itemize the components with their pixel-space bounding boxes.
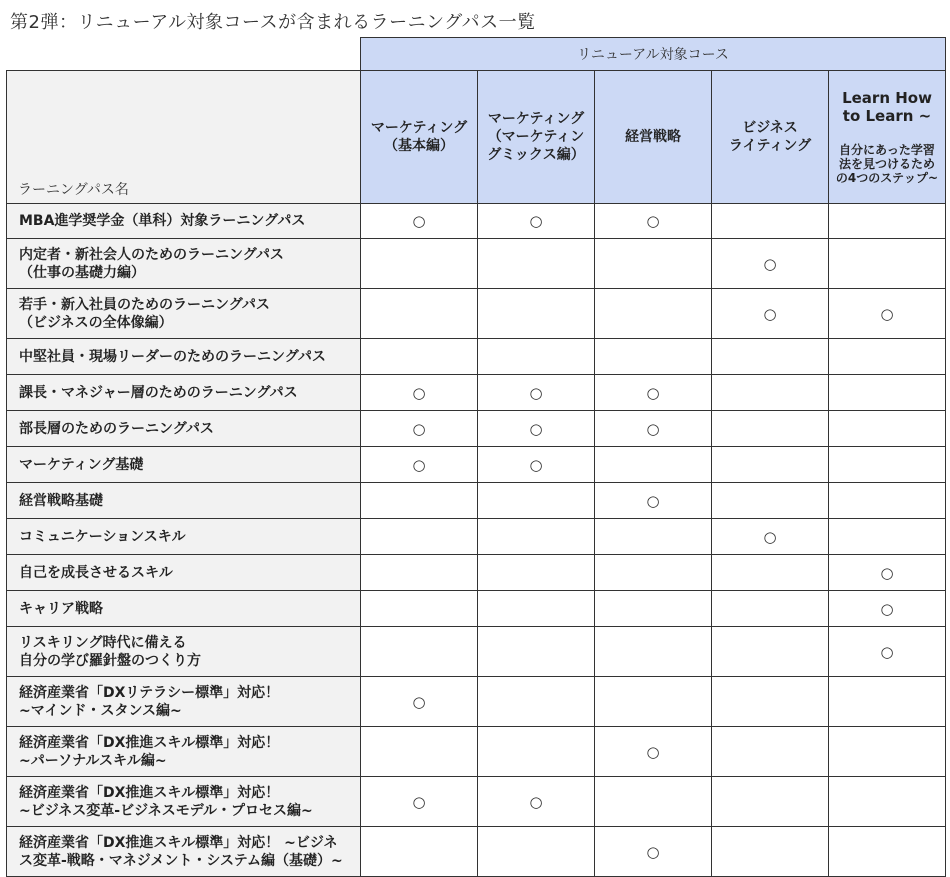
learning-path-name: 経済産業省「DX推進スキル標準」対応！ ~ビジネ ス変革-戦略・マネジメント・システム編（基礎）~ (7, 827, 361, 877)
empty-cell (478, 727, 595, 777)
column-header-business-writing: ビジネス ライティング (712, 71, 829, 204)
empty-cell (829, 483, 946, 519)
empty-cell (478, 555, 595, 591)
empty-cell (712, 777, 829, 827)
table-row (7, 411, 946, 447)
learn-how-main: Learn How to Learn ~ (842, 89, 932, 125)
column-header-marketing-mix: マーケティング （マーケティン グミックス編） (478, 71, 595, 204)
empty-cell (829, 447, 946, 483)
target-mark: ○ (478, 204, 595, 239)
target-mark: ○ (595, 483, 712, 519)
target-mark: ○ (712, 289, 829, 339)
empty-cell (361, 627, 478, 677)
empty-cell (712, 827, 829, 877)
empty-cell (595, 677, 712, 727)
empty-cell (712, 627, 829, 677)
empty-cell (478, 827, 595, 877)
empty-cell (478, 627, 595, 677)
column-header-learn-how-to-learn (829, 71, 946, 204)
learning-path-name: MBA進学奨学金（単科）対象ラーニングパス (7, 204, 361, 239)
empty-cell (712, 375, 829, 411)
empty-cell (478, 677, 595, 727)
empty-cell (829, 339, 946, 375)
empty-cell (478, 289, 595, 339)
empty-cell (712, 591, 829, 627)
empty-cell (361, 339, 478, 375)
learning-path-name: 経済産業省「DX推進スキル標準」対応！ ~ビジネス変革-ビジネスモデル・プロセス編~ (7, 777, 361, 827)
learning-path-name: 課長・マネジャー層のためのラーニングパス (7, 375, 361, 411)
empty-cell (361, 519, 478, 555)
target-mark: ○ (361, 777, 478, 827)
empty-cell (361, 289, 478, 339)
target-mark: ○ (478, 447, 595, 483)
empty-cell (361, 827, 478, 877)
table-row (7, 591, 946, 627)
empty-cell (595, 339, 712, 375)
table-row (7, 239, 946, 289)
column-header-marketing-basic: マーケティング （基本編） (361, 71, 478, 204)
learning-path-name: リスキリング時代に備える 自分の学び羅針盤のつくり方 (7, 627, 361, 677)
empty-cell (829, 827, 946, 877)
empty-cell (595, 519, 712, 555)
empty-cell (829, 239, 946, 289)
learning-path-name: マーケティング基礎 (7, 447, 361, 483)
learning-path-name: 経済産業省「DXリテラシー標準」対応！ ~マインド・スタンス編~ (7, 677, 361, 727)
empty-cell (361, 727, 478, 777)
column-header-strategy: 経営戦略 (595, 71, 712, 204)
table-body (7, 204, 946, 877)
target-mark: ○ (361, 447, 478, 483)
empty-cell (712, 483, 829, 519)
empty-cell (712, 204, 829, 239)
learning-path-name: 経営戦略基礎 (7, 483, 361, 519)
target-mark: ○ (595, 375, 712, 411)
target-mark: ○ (478, 375, 595, 411)
learning-path-name: 経済産業省「DX推進スキル標準」対応！ ~パーソナルスキル編~ (7, 727, 361, 777)
empty-cell (829, 727, 946, 777)
target-mark: ○ (829, 591, 946, 627)
empty-cell (712, 677, 829, 727)
table-row (7, 204, 946, 239)
empty-cell (595, 239, 712, 289)
table-row (7, 289, 946, 339)
target-mark: ○ (595, 204, 712, 239)
target-mark: ○ (829, 555, 946, 591)
target-mark: ○ (595, 411, 712, 447)
table-row (7, 677, 946, 727)
table-row (7, 627, 946, 677)
group-header: リニューアル対象コース (361, 38, 946, 71)
empty-cell (478, 239, 595, 289)
empty-cell (829, 777, 946, 827)
empty-cell (712, 411, 829, 447)
empty-cell (712, 727, 829, 777)
empty-cell (829, 204, 946, 239)
table-row (7, 483, 946, 519)
row-header-label: ラーニングパス名 (7, 71, 361, 204)
table-row (7, 555, 946, 591)
empty-cell (595, 591, 712, 627)
table-row (7, 339, 946, 375)
table-row (7, 375, 946, 411)
target-mark: ○ (829, 289, 946, 339)
learning-path-name: 若手・新入社員のためのラーニングパス （ビジネスの全体像編） (7, 289, 361, 339)
table-row (7, 727, 946, 777)
empty-cell (712, 555, 829, 591)
table-row (7, 447, 946, 483)
learning-path-name: キャリア戦略 (7, 591, 361, 627)
empty-cell (595, 447, 712, 483)
target-mark: ○ (712, 239, 829, 289)
empty-cell (361, 555, 478, 591)
target-mark: ○ (478, 777, 595, 827)
empty-cell (478, 339, 595, 375)
page-title: 第2弾：リニューアル対象コースが含まれるラーニングパス一覧 (10, 12, 536, 33)
empty-cell (478, 483, 595, 519)
empty-cell (595, 777, 712, 827)
empty-cell (829, 375, 946, 411)
target-mark: ○ (361, 677, 478, 727)
learn-how-sub: 自分にあった学習 法を見つけるため の4つのステップ~ (835, 143, 939, 185)
table-row (7, 827, 946, 877)
learning-path-name: コミュニケーションスキル (7, 519, 361, 555)
empty-cell (478, 519, 595, 555)
learning-path-name: 部長層のためのラーニングパス (7, 411, 361, 447)
empty-cell (829, 411, 946, 447)
learning-path-name: 内定者・新社会人のためのラーニングパス （仕事の基礎力編） (7, 239, 361, 289)
target-mark: ○ (361, 375, 478, 411)
empty-cell (595, 555, 712, 591)
table-row (7, 519, 946, 555)
empty-cell (361, 239, 478, 289)
target-mark: ○ (595, 827, 712, 877)
learning-path-name: 自己を成長させるスキル (7, 555, 361, 591)
table-row (7, 777, 946, 827)
target-mark: ○ (712, 519, 829, 555)
learning-path-table (6, 37, 946, 877)
blank-corner (7, 38, 361, 71)
target-mark: ○ (595, 727, 712, 777)
empty-cell (712, 339, 829, 375)
empty-cell (712, 447, 829, 483)
target-mark: ○ (361, 411, 478, 447)
empty-cell (361, 591, 478, 627)
target-mark: ○ (829, 627, 946, 677)
empty-cell (478, 591, 595, 627)
target-mark: ○ (478, 411, 595, 447)
empty-cell (829, 677, 946, 727)
learning-path-name: 中堅社員・現場リーダーのためのラーニングパス (7, 339, 361, 375)
empty-cell (595, 627, 712, 677)
empty-cell (361, 483, 478, 519)
empty-cell (595, 289, 712, 339)
empty-cell (829, 519, 946, 555)
target-mark: ○ (361, 204, 478, 239)
